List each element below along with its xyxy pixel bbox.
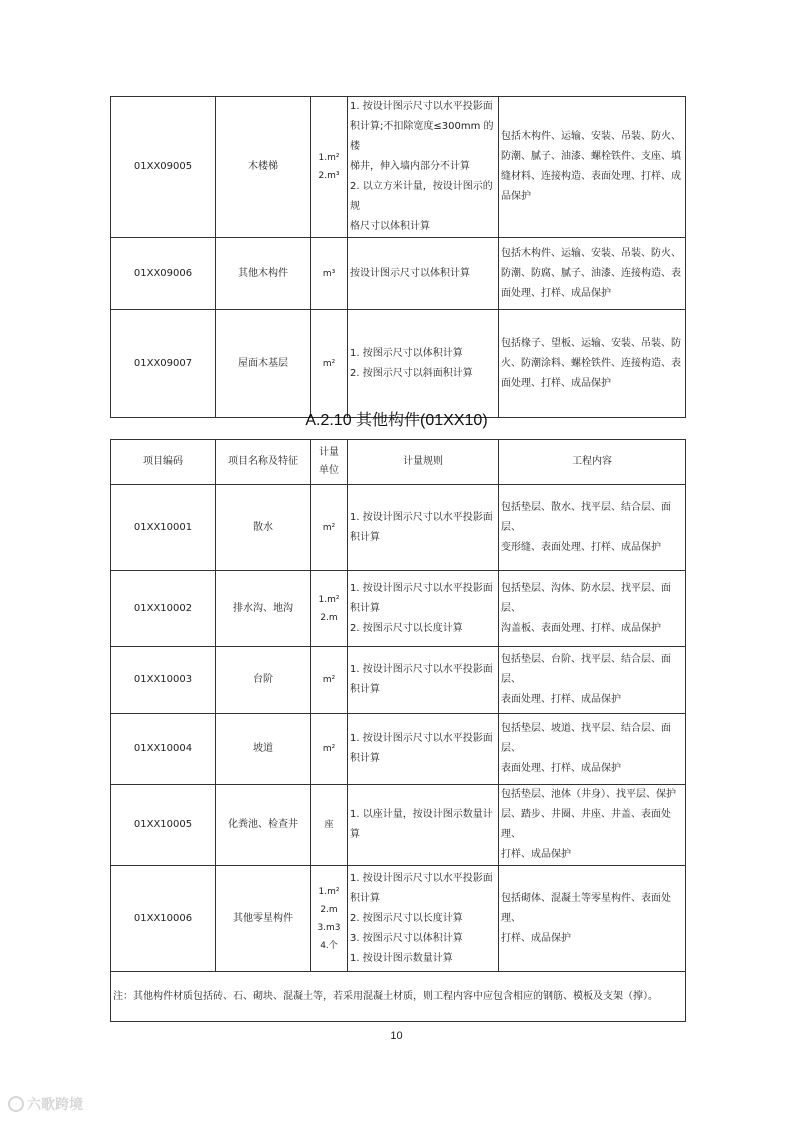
section-title: A.2.10 其他构件(01XX10)	[305, 412, 488, 429]
page-number: 10	[390, 1030, 403, 1042]
item-unit	[311, 785, 348, 866]
item-unit	[311, 647, 348, 714]
table-header-row	[111, 440, 686, 485]
work-line: 包括垫层、坡道、找平层、结合层、面层、	[501, 723, 671, 754]
rule-line: 梯井，伸入墙内部分不计算	[350, 161, 470, 172]
work-line: 表面处理、打样、成品保护	[501, 694, 621, 705]
item-code: 01XX10002	[111, 571, 216, 647]
item-work	[499, 647, 686, 714]
item-name: 台阶	[216, 647, 311, 714]
item-code: 01XX09005	[111, 97, 216, 238]
header-unit	[311, 440, 348, 485]
rule-line: 1. 按图示尺寸以体积计算	[350, 347, 463, 359]
work-line: 包括垫层、台阶、找平层、结合层、面层、	[501, 654, 671, 685]
work-line: 变形缝、表面处理、打样、成品保护	[501, 541, 661, 553]
work-line: 品保护	[501, 191, 531, 202]
item-unit	[311, 97, 348, 238]
item-rule	[348, 785, 499, 866]
item-name: 散水	[216, 485, 311, 571]
work-line: 层、踏步、井圈、井座、井盖、表面处理、	[501, 809, 671, 840]
rule-line: 积计算	[350, 753, 380, 764]
rule-line: 按设计图示尺寸以体积计算	[350, 267, 470, 279]
rule-line: 2. 按图示尺寸以长度计算	[350, 912, 463, 924]
unit-line: 2.m	[320, 612, 338, 623]
bottom-table	[110, 439, 686, 1022]
unit-line: 2.m³	[318, 171, 340, 181]
rule-line: 1. 按设计图示尺寸以水平投影面	[350, 733, 493, 744]
item-name: 化粪池、检查井	[216, 785, 311, 866]
rule-line: 2. 按图示尺寸以长度计算	[350, 622, 463, 634]
header-unit-line: 计量	[319, 447, 339, 458]
item-code: 01XX10005	[111, 785, 216, 866]
table-row	[111, 785, 686, 866]
item-unit	[311, 714, 348, 785]
item-name: 屋面木基层	[216, 310, 311, 418]
item-rule	[348, 647, 499, 714]
item-rule	[348, 714, 499, 785]
work-line: 沟盖板、表面处理、打样、成品保护	[501, 622, 661, 634]
unit-line: 1.m²	[318, 594, 340, 605]
rule-line: 2. 按图示尺寸以斜面积计算	[350, 367, 473, 379]
rule-line: 积计算;不扣除宽度≤300mm 的楼	[350, 121, 494, 152]
header-rule: 计量规则	[348, 440, 499, 485]
unit-line: 3.m3	[317, 922, 341, 933]
item-code: 01XX10003	[111, 647, 216, 714]
item-name: 其他零星构件	[216, 866, 311, 972]
table-row	[111, 97, 686, 238]
item-name: 排水沟、地沟	[216, 571, 311, 647]
unit-line: m²	[322, 522, 336, 533]
unit-line: m²	[322, 744, 336, 754]
rule-line: 1. 按设计图示数量计算	[350, 952, 453, 964]
table-row	[111, 866, 686, 972]
rule-line: 积计算	[350, 602, 380, 614]
table-row	[111, 714, 686, 785]
item-work	[499, 866, 686, 972]
work-line: 缝材料、连接构造、表面处理、打样、成	[501, 171, 681, 182]
item-rule	[348, 238, 499, 310]
item-rule	[348, 485, 499, 571]
unit-line: m³	[322, 268, 336, 279]
unit-line: 座	[324, 820, 334, 830]
table-note-row	[111, 972, 686, 1022]
item-work	[499, 714, 686, 785]
rule-line: 1. 按设计图示尺寸以水平投影面	[350, 101, 493, 112]
item-work	[499, 785, 686, 866]
table-row	[111, 238, 686, 310]
item-code: 01XX10006	[111, 866, 216, 972]
work-line: 包括砌体、混凝土等零星构件、表面处理、	[501, 892, 671, 924]
work-line: 打样、成品保护	[501, 932, 571, 944]
header-unit-line: 单位	[319, 465, 339, 476]
item-name: 木楼梯	[216, 97, 311, 238]
work-line: 表面处理、打样、成品保护	[501, 763, 621, 774]
unit-line: 2.m	[320, 904, 338, 915]
top-table	[110, 96, 686, 418]
work-line: 包括椽子、望板、运输、安装、吊装、防	[501, 337, 681, 349]
item-code: 01XX10004	[111, 714, 216, 785]
rule-line: 积计算	[350, 892, 380, 904]
work-line: 防潮、腻子、油漆、螺栓铁件、支座、填	[501, 151, 681, 162]
unit-line: m²	[322, 675, 336, 685]
rule-line: 积计算	[350, 684, 380, 695]
item-unit	[311, 310, 348, 418]
item-code: 01XX09007	[111, 310, 216, 418]
unit-line: m²	[322, 358, 336, 369]
table-note: 注：其他构件材质包括砖、石、砌块、混凝土等，若采用混凝土材质，则工程内容中应包含相应的钢筋、模板及支架（撑）。	[111, 972, 686, 1022]
item-name: 其他木构件	[216, 238, 311, 310]
header-work: 工程内容	[499, 440, 686, 485]
header-name: 项目名称及特征	[216, 440, 311, 485]
work-line: 包括木构件、运输、安装、吊装、防火、	[501, 247, 681, 259]
watermark-text: 六歌跨境	[27, 1097, 83, 1113]
work-line: 包括垫层、散水、找平层、结合层、面层、	[501, 501, 671, 533]
work-line: 包括垫层、池体（井身）、找平层、保护	[501, 789, 676, 800]
rule-line: 1. 按设计图示尺寸以水平投影面	[350, 511, 493, 523]
item-work	[499, 485, 686, 571]
item-rule	[348, 866, 499, 972]
rule-line: 1. 按设计图示尺寸以水平投影面	[350, 664, 493, 675]
table-row	[111, 571, 686, 647]
item-unit	[311, 571, 348, 647]
work-line: 包括木构件、运输、安装、吊装、防火、	[501, 131, 681, 142]
unit-line: 1.m²	[318, 886, 340, 897]
table-row	[111, 310, 686, 418]
unit-line: 4.个	[320, 940, 338, 951]
work-line: 包括垫层、沟体、防水层、找平层、面层、	[501, 582, 671, 614]
table-row	[111, 647, 686, 714]
work-line: 火、防潮涂料、螺栓铁件、连接构造、表	[501, 357, 681, 369]
item-unit	[311, 866, 348, 972]
rule-line: 格尺寸以体积计算	[350, 221, 430, 232]
table-row	[111, 485, 686, 571]
watermark-logo-icon	[8, 1096, 24, 1112]
item-name: 坡道	[216, 714, 311, 785]
rule-line: 1. 按设计图示尺寸以水平投影面	[350, 582, 493, 594]
item-rule	[348, 97, 499, 238]
item-work	[499, 238, 686, 310]
item-code: 01XX10001	[111, 485, 216, 571]
watermark	[8, 1094, 83, 1114]
work-line: 防潮、防腐、腻子、油漆、连接构造、表	[501, 267, 681, 279]
item-unit	[311, 238, 348, 310]
item-work	[499, 97, 686, 238]
work-line: 打样、成品保护	[501, 849, 571, 860]
unit-line: 1.m²	[318, 153, 340, 163]
item-work	[499, 310, 686, 418]
item-work	[499, 571, 686, 647]
item-unit	[311, 485, 348, 571]
item-rule	[348, 571, 499, 647]
item-code: 01XX09006	[111, 238, 216, 310]
rule-line: 1. 以座计量，按设计图示数量计算	[350, 809, 493, 840]
rule-line: 2. 以立方米计量，按设计图示的规	[350, 181, 493, 212]
header-code: 项目编码	[111, 440, 216, 485]
work-line: 面处理、打样、成品保护	[501, 287, 611, 299]
rule-line: 1. 按设计图示尺寸以水平投影面	[350, 872, 493, 884]
rule-line: 3. 按图示尺寸以体积计算	[350, 932, 463, 944]
work-line: 面处理、打样、成品保护	[501, 377, 611, 389]
item-rule	[348, 310, 499, 418]
rule-line: 积计算	[350, 531, 380, 543]
